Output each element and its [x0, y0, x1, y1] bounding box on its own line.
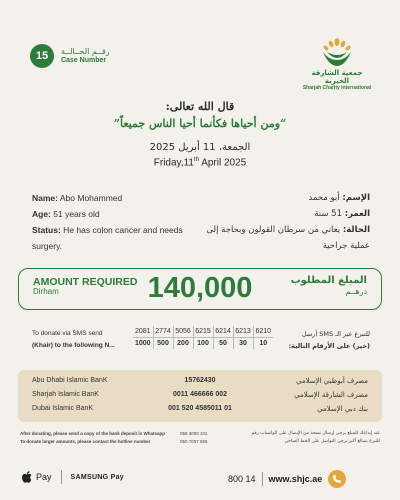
status-row-en: Status: He has colon cancer and needs surgery. — [32, 225, 183, 251]
contact-block — [228, 470, 346, 488]
date-english: Friday,11th April 2025 — [153, 157, 247, 169]
samsung-pay-label: SAMSUNG Pay — [70, 473, 124, 481]
date-arabic: الجمعة، 11 أبريل 2025 — [149, 142, 251, 153]
notes-phones — [180, 430, 225, 446]
sms-number[interactable]: 6214 — [213, 326, 233, 338]
bank-row — [18, 377, 382, 390]
amount-value: 140,000 — [147, 272, 253, 304]
name-row-en: Name: Abo Mohammed — [32, 193, 123, 203]
amount-label-en: AMOUNT REQUIRED — [33, 276, 138, 288]
case-details-ar — [190, 190, 370, 254]
whatsapp-number[interactable]: 055 3000 101 — [180, 431, 208, 436]
divider — [262, 472, 263, 486]
bank-name-ar: بنك دبي الإسلامي — [317, 405, 368, 413]
sms-amount: 30 — [233, 338, 253, 350]
sms-amount: 500 — [153, 338, 173, 350]
phone-icon[interactable] — [328, 470, 346, 488]
bank-name-en: Dubai Islamic BanK — [32, 405, 94, 412]
amount-required-box — [18, 268, 382, 310]
sms-number[interactable]: 5056 — [173, 326, 193, 338]
sharjah-charity-logo — [302, 38, 372, 91]
age-row-ar: العمر: 51 سنة — [314, 209, 370, 219]
sms-number[interactable]: 2774 — [153, 326, 173, 338]
bank-row — [18, 391, 382, 404]
case-number-block — [30, 44, 110, 68]
sms-amount: 100 — [193, 338, 213, 350]
sms-numbers-row — [133, 326, 273, 338]
sms-amount: 200 — [173, 338, 193, 350]
notes-ar: عند إيداعك للمبلغ يرجى إرسال نسخة من الإيصال على الواتساب رقم للتبرع بمبالغ أكبر يرجى التواصل على الخط الساخن — [251, 431, 380, 444]
bank-account-number[interactable]: 001 520 4585011 01 — [168, 405, 232, 412]
hotline-number[interactable]: 050 7007 555 — [180, 439, 208, 444]
amount-label-ar: المبلغ المطلوب — [290, 275, 367, 286]
bank-row — [18, 405, 382, 418]
case-details-en — [32, 190, 202, 254]
verse-text: “ومن أحياها فكأنما أحيا الناس جميعاً” — [113, 117, 287, 130]
website-link[interactable]: www.shjc.ae — [268, 474, 323, 484]
apple-icon — [22, 471, 32, 483]
sms-number[interactable]: 6215 — [193, 326, 213, 338]
age-row-en: Age: 51 years old — [32, 209, 100, 219]
apple-pay-label: Pay — [36, 472, 52, 482]
currency-en: Dirham — [33, 287, 59, 297]
sms-instructions-en: To donate via SMS send (Khair) to the following N... — [32, 330, 115, 349]
footer-bar — [0, 462, 400, 500]
bank-account-number[interactable]: 15762430 — [184, 377, 216, 384]
quran-verse — [0, 100, 400, 130]
bank-accounts-box — [18, 370, 382, 422]
sms-number[interactable]: 2081 — [133, 326, 153, 338]
sms-number[interactable]: 6210 — [253, 326, 273, 338]
payment-methods — [22, 470, 124, 484]
divider — [61, 470, 62, 484]
case-label-ar: رقــم الحــالــة — [61, 46, 110, 56]
name-row-ar: الإسم: أبو محمد — [308, 193, 370, 203]
sms-instructions-ar: للتبرع عبر الـ SMS أرسل (خير) على الأرقام التالية: — [288, 330, 370, 350]
bank-name-ar: مصرف أبوظبي الإسلامي — [296, 377, 368, 385]
logo-text-en: Sharjah Charity International — [302, 85, 372, 91]
bank-name-en: Sharjah Islamic BanK — [32, 391, 99, 398]
notes-en: After donating, please send a copy of the bank deposit in Whatsapp To donate larger amounts, please contact the hotline number — [20, 431, 166, 444]
case-label-en: Case Number — [61, 56, 107, 64]
bank-account-number[interactable]: 0011 466666 002 — [172, 391, 228, 398]
logo-emblem-icon — [320, 38, 354, 68]
case-number-badge: 15 — [30, 44, 54, 68]
sms-number-table — [133, 326, 273, 349]
sms-amounts-row — [133, 338, 273, 350]
logo-text-ar: جمعية الشارقة الخيرية — [311, 69, 363, 85]
sms-number[interactable]: 6213 — [233, 326, 253, 338]
hotline-label[interactable]: 800 14 — [228, 474, 256, 484]
bank-name-ar: مصرف الشارقة الإسلامي — [294, 391, 368, 399]
currency-ar: درهــم — [345, 286, 367, 296]
bank-name-en: Abu Dhabi Islamic BanK — [32, 377, 108, 384]
sms-amount: 10 — [253, 338, 273, 350]
status-row-ar: الحالة: يعاني من سرطان القولون وبحاجة إلى عملية جراحية — [206, 225, 370, 251]
sms-amount: 1000 — [134, 340, 151, 347]
sms-amount: 50 — [213, 338, 233, 350]
verse-intro: قال الله تعالى: — [165, 100, 235, 113]
